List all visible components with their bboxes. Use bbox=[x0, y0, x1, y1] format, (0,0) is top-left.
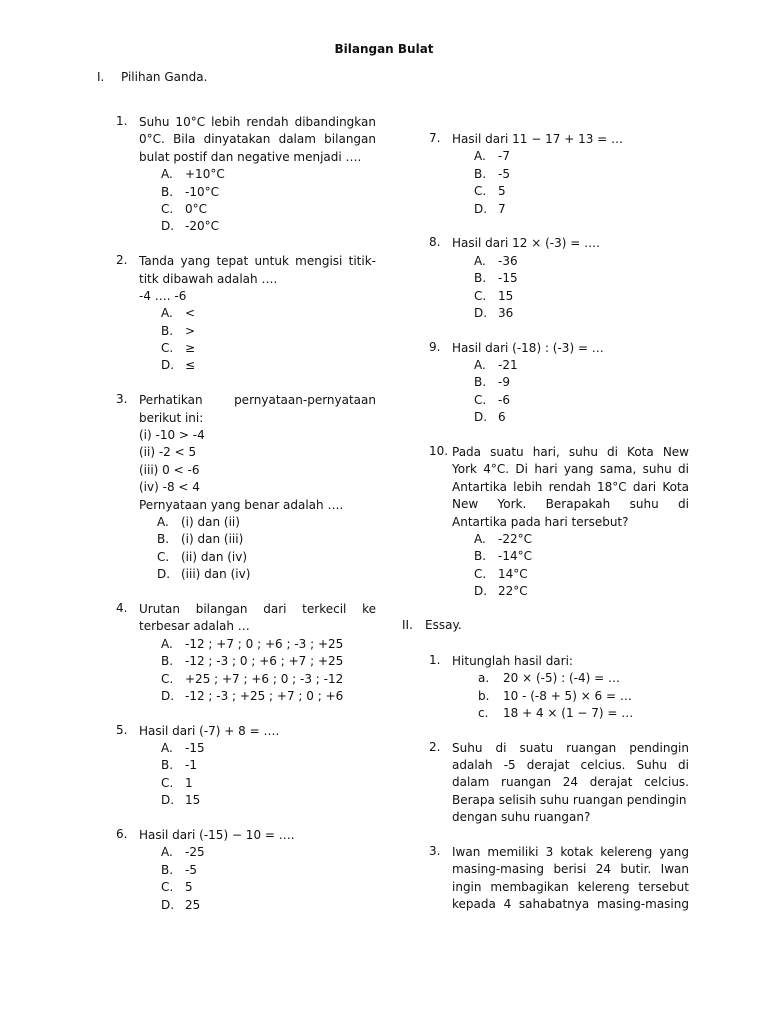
answer-option-a bbox=[474, 148, 689, 165]
option-letter: A. bbox=[161, 741, 173, 756]
question-text-line: masing-masing berisi 24 butir. Iwan bbox=[452, 862, 689, 877]
sub-question-text: 18 + 4 × (1 − 7) = … bbox=[503, 705, 634, 720]
option-text: -12 ; -3 ; +25 ; +7 ; 0 ; +6 bbox=[185, 688, 344, 703]
option-letter: D. bbox=[161, 219, 175, 234]
question-text-line: Perhatikan pernyataan-pernyataan bbox=[139, 393, 376, 408]
option-letter: B. bbox=[161, 862, 174, 877]
sub-question-a bbox=[478, 670, 689, 687]
section-number: I. bbox=[97, 70, 105, 84]
option-letter: B. bbox=[474, 271, 487, 286]
question-text-line: berikut ini: bbox=[139, 410, 204, 425]
option-text: 15 bbox=[185, 793, 201, 808]
option-letter: B. bbox=[157, 532, 170, 547]
answer-option-c bbox=[161, 201, 376, 218]
answer-options bbox=[139, 636, 376, 706]
option-text: -36 bbox=[498, 253, 518, 268]
option-text: -7 bbox=[498, 149, 510, 164]
answer-option-d bbox=[161, 218, 376, 235]
question-text-line: terbesar adalah … bbox=[139, 619, 250, 634]
sub-questions bbox=[452, 670, 689, 722]
question-text-line: Iwan memiliki 3 kotak kelereng yang bbox=[452, 845, 689, 860]
answer-option-c bbox=[474, 392, 689, 409]
option-text: 36 bbox=[498, 305, 514, 320]
question-number: 2. bbox=[429, 739, 441, 754]
sub-question-letter: b. bbox=[478, 688, 490, 703]
option-text: -9 bbox=[498, 375, 510, 390]
section-label: Essay. bbox=[425, 617, 462, 632]
option-text: ≤ bbox=[185, 358, 196, 373]
question-number: 6. bbox=[116, 827, 128, 842]
option-text: -25 bbox=[185, 845, 205, 860]
question-text-line: titk dibawah adalah …. bbox=[139, 271, 278, 286]
option-text: 5 bbox=[185, 880, 193, 895]
answer-option-b bbox=[161, 653, 376, 670]
answer-option-b bbox=[474, 548, 689, 565]
page-title: Bilangan Bulat bbox=[334, 42, 434, 56]
answer-options bbox=[452, 148, 689, 218]
sub-question-letter: a. bbox=[478, 671, 490, 686]
option-text: -20°C bbox=[185, 219, 219, 234]
option-text: ≥ bbox=[185, 341, 196, 356]
answer-option-c bbox=[161, 775, 376, 792]
option-letter: A. bbox=[161, 306, 173, 321]
option-letter: B. bbox=[161, 758, 174, 773]
option-letter: D. bbox=[474, 410, 488, 425]
option-text: 1 bbox=[185, 775, 193, 790]
option-text: 6 bbox=[498, 410, 506, 425]
question-3 bbox=[116, 392, 376, 583]
question-8 bbox=[429, 235, 689, 322]
question-number: 8. bbox=[429, 235, 441, 250]
answer-options bbox=[452, 357, 689, 427]
answer-option-c bbox=[474, 566, 689, 583]
answer-option-b bbox=[474, 270, 689, 287]
option-text: 25 bbox=[185, 897, 201, 912]
question-text-line: Hasil dari 12 × (-3) = …. bbox=[452, 236, 600, 251]
question-text-line: ingin membagikan kelereng tersebut bbox=[452, 879, 689, 894]
option-letter: A. bbox=[157, 514, 169, 529]
section-multiple-choice-heading bbox=[97, 70, 297, 88]
answer-option-d bbox=[474, 201, 689, 218]
option-text: -21 bbox=[498, 358, 518, 373]
option-letter: B. bbox=[474, 375, 487, 390]
question-text-line: Tanda yang tepat untuk mengisi titik- bbox=[139, 254, 376, 269]
question-text-line: Pernyataan yang benar adalah …. bbox=[139, 497, 344, 512]
option-text: (i) dan (ii) bbox=[181, 514, 240, 529]
option-letter: D. bbox=[161, 688, 175, 703]
section-number: II. bbox=[402, 617, 413, 632]
question-number: 7. bbox=[429, 131, 441, 145]
answer-option-b bbox=[157, 531, 376, 548]
option-text: -15 bbox=[498, 271, 518, 286]
option-text: -15 bbox=[185, 741, 205, 756]
question-text-line: New York. Berapakah suhu di bbox=[452, 497, 689, 512]
option-text: 5 bbox=[498, 184, 506, 199]
question-text-line: Hasil dari 11 − 17 + 13 = … bbox=[452, 132, 624, 146]
option-letter: B. bbox=[161, 323, 174, 338]
option-letter: D. bbox=[161, 793, 175, 808]
option-text: 7 bbox=[498, 201, 506, 216]
option-letter: A. bbox=[474, 149, 486, 164]
option-letter: C. bbox=[161, 880, 174, 895]
option-letter: B. bbox=[161, 654, 174, 669]
option-text: +10°C bbox=[185, 167, 225, 182]
option-text: -12 ; +7 ; 0 ; +6 ; -3 ; +25 bbox=[185, 636, 344, 651]
answer-option-d bbox=[474, 409, 689, 426]
essay-question-1 bbox=[429, 653, 689, 723]
answer-option-d bbox=[161, 688, 376, 705]
section-essay-heading bbox=[402, 618, 662, 635]
option-letter: C. bbox=[157, 549, 170, 564]
answer-options bbox=[139, 844, 376, 914]
sub-question-b bbox=[478, 688, 689, 705]
answer-option-b bbox=[161, 757, 376, 774]
option-letter: C. bbox=[161, 341, 174, 356]
question-text-line: dalam ruangan 24 derajat celcius. bbox=[452, 775, 689, 790]
option-text: 15 bbox=[498, 288, 514, 303]
answer-options bbox=[139, 514, 376, 584]
answer-option-b bbox=[161, 184, 376, 201]
option-letter: D. bbox=[157, 567, 171, 582]
question-7 bbox=[429, 131, 689, 218]
option-letter: A. bbox=[474, 358, 486, 373]
option-text: +25 ; +7 ; +6 ; 0 ; -3 ; -12 bbox=[185, 671, 344, 686]
question-number: 2. bbox=[116, 253, 128, 268]
answer-option-d bbox=[474, 583, 689, 600]
option-letter: A. bbox=[161, 636, 173, 651]
answer-option-a bbox=[161, 636, 376, 653]
question-number: 9. bbox=[429, 339, 441, 354]
option-letter: D. bbox=[474, 201, 488, 216]
answer-option-b bbox=[161, 323, 376, 340]
option-text: (i) dan (iii) bbox=[181, 532, 244, 547]
option-letter: C. bbox=[474, 288, 487, 303]
answer-option-a bbox=[474, 531, 689, 548]
answer-option-c bbox=[157, 549, 376, 566]
question-9 bbox=[429, 340, 689, 427]
column-left bbox=[116, 114, 376, 931]
question-text-line: Berapa selisih suhu ruangan pendingin bbox=[452, 792, 687, 807]
option-letter: B. bbox=[161, 184, 174, 199]
answer-option-d bbox=[157, 566, 376, 583]
option-text: 14°C bbox=[498, 566, 528, 581]
option-letter: A. bbox=[474, 253, 486, 268]
option-text: (iii) dan (iv) bbox=[181, 567, 251, 582]
answer-option-a bbox=[161, 844, 376, 861]
answer-option-c bbox=[161, 671, 376, 688]
option-letter: B. bbox=[474, 166, 487, 181]
question-6 bbox=[116, 827, 376, 914]
question-number: 5. bbox=[116, 722, 128, 737]
question-text-line: Urutan bilangan dari terkecil ke bbox=[139, 601, 376, 616]
question-text-line: Pada suatu hari, suhu di Kota New bbox=[452, 445, 689, 460]
sub-question-c bbox=[478, 705, 689, 722]
question-text-line: adalah -5 derajat celcius. Suhu di bbox=[452, 758, 689, 773]
answer-option-d bbox=[474, 305, 689, 322]
answer-options bbox=[139, 166, 376, 236]
question-2 bbox=[116, 253, 376, 375]
answer-options bbox=[139, 305, 376, 375]
answer-options bbox=[139, 740, 376, 810]
sub-question-letter: c. bbox=[478, 705, 489, 720]
question-5 bbox=[116, 723, 376, 810]
question-text-line: Hasil dari (-7) + 8 = …. bbox=[139, 723, 280, 738]
question-text-line: Suhu 10°C lebih rendah dibandingkan bbox=[139, 115, 376, 129]
answer-option-a bbox=[474, 253, 689, 270]
section-label: Pilihan Ganda. bbox=[121, 70, 208, 84]
question-1 bbox=[116, 114, 376, 236]
question-text-line: dengan suhu ruangan? bbox=[452, 810, 591, 825]
sub-question-text: 20 × (-5) : (-4) = … bbox=[503, 671, 620, 686]
option-letter: C. bbox=[474, 566, 487, 581]
option-text: -12 ; -3 ; 0 ; +6 ; +7 ; +25 bbox=[185, 654, 344, 669]
option-text: -22°C bbox=[498, 531, 532, 546]
option-letter: C. bbox=[474, 184, 487, 199]
option-letter: D. bbox=[161, 358, 175, 373]
option-text: > bbox=[185, 323, 196, 338]
option-text: -1 bbox=[185, 758, 197, 773]
option-text: -10°C bbox=[185, 184, 219, 199]
option-letter: C. bbox=[474, 392, 487, 407]
answer-option-c bbox=[161, 340, 376, 357]
question-text-line: (ii) -2 < 5 bbox=[139, 445, 197, 460]
option-letter: A. bbox=[474, 531, 486, 546]
question-text-line: kepada 4 sahabatnya masing-masing bbox=[452, 897, 689, 912]
answer-option-d bbox=[161, 897, 376, 914]
option-text: (ii) dan (iv) bbox=[181, 549, 248, 564]
question-number: 1. bbox=[429, 652, 441, 667]
answer-option-a bbox=[157, 514, 376, 531]
column-right bbox=[402, 131, 689, 931]
option-letter: B. bbox=[474, 549, 487, 564]
question-text-line: Suhu di suatu ruangan pendingin bbox=[452, 740, 689, 755]
question-text-line: Hasil dari (-18) : (-3) = … bbox=[452, 340, 604, 355]
option-text: -6 bbox=[498, 392, 510, 407]
answer-option-b bbox=[474, 166, 689, 183]
question-text-line: (iii) 0 < -6 bbox=[139, 462, 200, 477]
option-text: -5 bbox=[498, 166, 510, 181]
option-letter: A. bbox=[161, 167, 173, 182]
sub-question-text: 10 - (-8 + 5) × 6 = … bbox=[503, 688, 632, 703]
answer-option-c bbox=[474, 183, 689, 200]
question-number: 3. bbox=[429, 844, 441, 859]
question-text-line: Antartika pada hari tersebut? bbox=[452, 514, 629, 529]
answer-option-b bbox=[474, 374, 689, 391]
option-text: -14°C bbox=[498, 549, 532, 564]
question-text-line: Hasil dari (-15) − 10 = …. bbox=[139, 828, 295, 843]
option-letter: C. bbox=[161, 671, 174, 686]
answer-option-c bbox=[161, 879, 376, 896]
question-text-line: -4 …. -6 bbox=[139, 288, 187, 303]
question-text-line: (iv) -8 < 4 bbox=[139, 480, 200, 495]
answer-options bbox=[452, 253, 689, 323]
option-letter: C. bbox=[161, 201, 174, 216]
answer-option-a bbox=[474, 357, 689, 374]
question-4 bbox=[116, 601, 376, 705]
option-letter: D. bbox=[161, 897, 175, 912]
option-letter: D. bbox=[474, 584, 488, 599]
answer-options bbox=[452, 531, 689, 601]
question-text-line: (i) -10 > -4 bbox=[139, 428, 205, 443]
answer-option-a bbox=[161, 740, 376, 757]
answer-option-c bbox=[474, 288, 689, 305]
question-text-line: 0°C. Bila dinyatakan dalam bilangan bbox=[139, 132, 376, 147]
option-text: < bbox=[185, 306, 196, 321]
question-number: 1. bbox=[116, 114, 128, 128]
essay-question-2 bbox=[429, 740, 689, 827]
question-10 bbox=[429, 444, 689, 601]
essay-question-3 bbox=[429, 844, 689, 914]
answer-option-d bbox=[161, 357, 376, 374]
question-text-line: Antartika lebih rendah 18°C dari Kota bbox=[452, 479, 689, 494]
answer-option-d bbox=[161, 792, 376, 809]
answer-option-a bbox=[161, 166, 376, 183]
question-number: 4. bbox=[116, 600, 128, 615]
option-letter: C. bbox=[161, 775, 174, 790]
question-text-line: York 4°C. Di hari yang sama, suhu di bbox=[452, 462, 689, 477]
option-text: 22°C bbox=[498, 584, 528, 599]
answer-option-b bbox=[161, 862, 376, 879]
option-letter: D. bbox=[474, 305, 488, 320]
question-number: 3. bbox=[116, 392, 128, 407]
question-number: 10. bbox=[429, 444, 449, 459]
option-letter: A. bbox=[161, 845, 173, 860]
option-text: -5 bbox=[185, 862, 197, 877]
answer-option-a bbox=[161, 305, 376, 322]
question-text-line: Hitunglah hasil dari: bbox=[452, 653, 573, 668]
question-text-line: bulat postif dan negative menjadi …. bbox=[139, 149, 362, 164]
option-text: 0°C bbox=[185, 201, 208, 216]
